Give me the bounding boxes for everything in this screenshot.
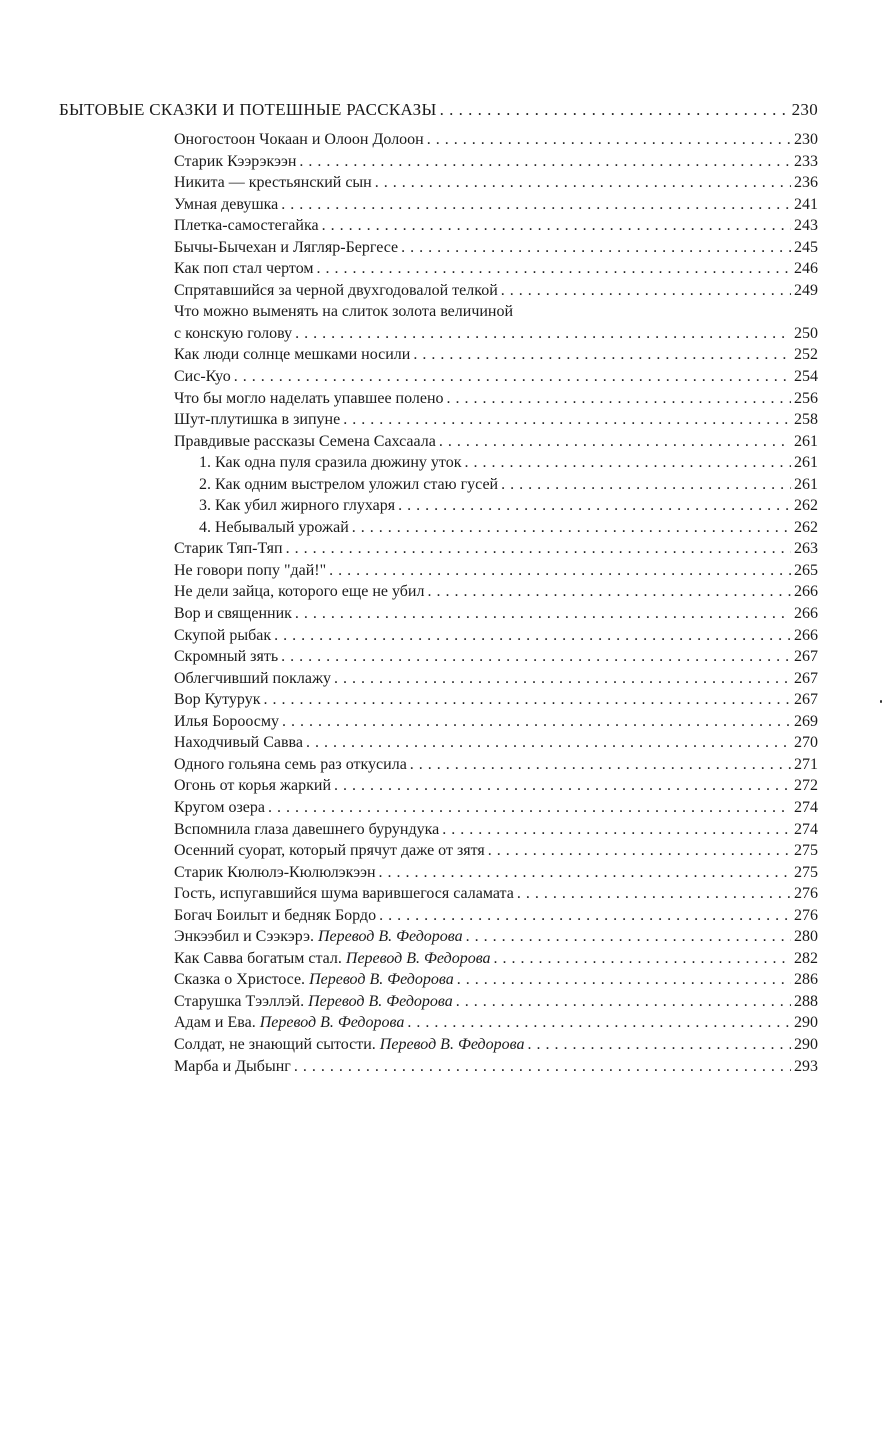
entry-page-number: 261 (794, 475, 818, 493)
toc-entry (174, 215, 818, 237)
dot-leader (263, 689, 791, 711)
entry-title (199, 474, 498, 496)
dot-leader (306, 732, 791, 754)
toc-entry (174, 732, 818, 754)
entry-title (174, 775, 331, 797)
entry-page-number: 241 (794, 195, 818, 213)
dot-leader (299, 151, 791, 173)
entry-title (174, 689, 260, 711)
entry-page-number: 269 (794, 712, 818, 730)
toc-entry (174, 409, 818, 431)
entry-title-text: Что можно выменять на слиток золота величиной (174, 303, 514, 321)
toc-entry (174, 711, 818, 733)
entry-page-number: 249 (794, 281, 818, 299)
entry-page-number: 256 (794, 389, 818, 407)
dot-leader (294, 1056, 791, 1078)
entry-page-number: 262 (794, 497, 818, 515)
entry-page-number: 230 (794, 131, 818, 148)
entry-title (174, 280, 498, 302)
toc-entry (174, 538, 818, 560)
dot-leader (442, 819, 791, 841)
dot-leader (457, 969, 791, 991)
dot-leader (494, 948, 791, 970)
entry-title-text: Не говори попу "дай!" (174, 561, 327, 579)
entry-title-text: Сказка о Христосе. (174, 971, 306, 989)
dot-leader (398, 495, 791, 517)
section-title: БЫТОВЫЕ СКАЗКИ И ПОТЕШНЫЕ РАССКАЗЫ (59, 100, 437, 119)
entry-title (174, 883, 514, 905)
entry-title (174, 215, 319, 237)
toc-entry (174, 560, 818, 582)
entry-title-text: Что бы могло наделать упавшее полено (174, 389, 444, 407)
entry-page-number: 275 (794, 842, 818, 860)
entry-title-text: Вспомнила глаза давешнего бурундука (174, 820, 440, 838)
entry-title (174, 862, 376, 884)
entry-page-number: 270 (794, 734, 818, 752)
entry-page-number: 288 (794, 992, 818, 1010)
entry-title (174, 732, 303, 754)
toc-entry (174, 237, 818, 259)
entry-page-number: 261 (794, 454, 818, 472)
dot-leader (440, 95, 789, 125)
entry-title (174, 711, 279, 733)
entry-title-text: Одного гольяна семь раз откусила (174, 755, 407, 773)
dot-leader (501, 474, 791, 496)
dot-leader (413, 344, 791, 366)
toc-entry (174, 258, 818, 280)
entry-title (174, 431, 436, 453)
toc-entry (174, 625, 818, 647)
entry-page-number: 276 (794, 906, 818, 924)
entry-title-text: 3. Как убил жирного глухаря (199, 497, 396, 515)
entry-page-number: 276 (794, 885, 818, 903)
entry-page-number: 245 (794, 238, 818, 256)
dot-leader (317, 258, 791, 280)
toc-entry (174, 668, 818, 690)
entry-title (174, 905, 376, 927)
toc-entry (174, 819, 818, 841)
entry-page-number: 280 (794, 928, 818, 946)
entry-page-number: 267 (794, 691, 818, 709)
entry-title (174, 926, 463, 948)
entry-page-number: 262 (794, 518, 818, 536)
entry-title-text: Шут-плутишка в зипуне (174, 411, 341, 429)
dot-leader (527, 1034, 791, 1056)
entry-page-number: 274 (794, 798, 818, 816)
entry-title-text: Облегчивший поклажу (174, 669, 332, 687)
entry-title-text: Солдат, не знающий сытости. (174, 1035, 376, 1053)
toc-entry (174, 431, 818, 453)
entry-title-text: Адам и Ева. (174, 1014, 256, 1032)
entry-title (174, 948, 491, 970)
entry-title (174, 366, 231, 388)
toc-entry (174, 969, 818, 991)
entry-title-text: Как поп стал чертом (174, 260, 314, 278)
toc-entry (199, 474, 818, 496)
entry-title (174, 668, 331, 690)
dot-leader (334, 775, 791, 797)
toc-entry (174, 797, 818, 819)
entry-title-text: Скромный зять (174, 648, 279, 666)
entry-page-number: 293 (794, 1057, 818, 1075)
entry-page-number: 286 (794, 971, 818, 989)
entry-title (174, 538, 283, 560)
dot-leader (464, 452, 791, 474)
dot-leader (343, 409, 791, 431)
toc-entry (174, 1034, 818, 1056)
entry-page-number: 233 (794, 152, 818, 170)
entry-title-text: Оногостоон Чокаан и Олоон Долоон (174, 131, 424, 148)
entry-title (174, 409, 340, 431)
table-of-contents (0, 95, 893, 1077)
entry-title-text: Скупой рыбак (174, 626, 272, 644)
entry-title-text: Марба и Дыбынг (174, 1057, 291, 1075)
dot-leader (427, 581, 791, 603)
dot-leader (274, 625, 791, 647)
entry-title (174, 840, 485, 862)
entry-page-number: 275 (794, 863, 818, 881)
entry-title (174, 646, 278, 668)
scan-speck (880, 700, 882, 703)
toc-entry (174, 689, 818, 711)
entry-page-number: 290 (794, 1014, 818, 1032)
dot-leader (447, 388, 791, 410)
entry-page-number: 267 (794, 648, 818, 666)
entry-title-text: Умная девушка (174, 195, 279, 213)
dot-leader (295, 323, 791, 345)
dot-leader (456, 991, 791, 1013)
entry-title-text: Бычы-Бычехан и Лягляр-Бергесе (174, 238, 399, 256)
entry-page-number: 254 (794, 368, 818, 386)
toc-entry (174, 1012, 818, 1034)
entry-page-number: 236 (794, 174, 818, 192)
entry-title-text: Огонь от корья жаркий (174, 777, 332, 795)
entry-title (199, 452, 461, 474)
dot-leader (488, 840, 791, 862)
entry-title (174, 194, 278, 216)
toc-entry (174, 280, 818, 302)
entry-title-text: Вор и священник (174, 605, 292, 623)
dot-leader (466, 926, 791, 948)
entry-title-text: Правдивые рассказы Семена Сахсаала (174, 432, 436, 450)
toc-entry (199, 517, 818, 539)
entry-translator: Перевод В. Федорова (379, 1035, 525, 1053)
entry-title-text: Как Савва богатым стал. (174, 949, 342, 967)
toc-entry (174, 388, 818, 410)
entry-page-number: 252 (794, 346, 818, 364)
dot-leader (281, 194, 791, 216)
entry-title (174, 797, 265, 819)
toc-entry (174, 862, 818, 884)
toc-entry (174, 754, 818, 776)
entry-title-text: Осенний суорат, который прячут даже от зятя (174, 842, 485, 860)
toc-entry (174, 840, 818, 862)
entry-title-text: Вор Кутурук (174, 691, 261, 709)
entry-title-text: Гость, испугавшийся шума варившегося саламата (174, 885, 514, 903)
entry-title-text: 4. Небывалый урожай (199, 518, 349, 536)
dot-leader (322, 215, 791, 237)
entry-title (174, 323, 292, 345)
entry-title-text: Как люди солнце мешками носили (174, 346, 411, 364)
entry-page-number: 282 (794, 949, 818, 967)
entry-title-text: Илья Бороосму (174, 712, 280, 730)
dot-leader (401, 237, 791, 259)
entry-translator: Перевод В. Федорова (259, 1014, 405, 1032)
entry-title (174, 388, 444, 410)
entry-page-number: 265 (794, 561, 818, 579)
toc-entry (174, 194, 818, 216)
dot-leader (352, 517, 791, 539)
entry-title-text: Сис-Куо (174, 368, 231, 386)
entry-page-number: 261 (794, 432, 818, 450)
entry-page-number: 266 (794, 583, 818, 601)
toc-entry (174, 1056, 818, 1078)
entry-title (174, 991, 453, 1013)
entry-title-text: Энкээбил и Сээкэрэ. (174, 928, 314, 946)
toc-entry (174, 603, 818, 625)
entry-title-text: Старик Кээрэкээн (174, 152, 297, 170)
entry-title (174, 819, 439, 841)
dot-leader (501, 280, 791, 302)
entry-page-number: 290 (794, 1035, 818, 1053)
entry-title (174, 581, 424, 603)
entry-page-number: 271 (794, 755, 818, 773)
entry-title (174, 1012, 404, 1034)
toc-entry (199, 495, 818, 517)
entry-title-text: Спрятавшийся за черной двухгодовалой телкой (174, 281, 498, 299)
entry-title (174, 301, 513, 323)
entry-page-number: 274 (794, 820, 818, 838)
entry-title (174, 754, 407, 776)
entry-title (174, 151, 296, 173)
entry-title (174, 258, 314, 280)
entry-title-text: Кругом озера (174, 798, 265, 816)
entry-page-number: 250 (794, 324, 818, 342)
entry-title-text: Находчивый Савва (174, 734, 303, 752)
toc-section-heading (59, 95, 818, 125)
dot-leader (375, 172, 791, 194)
entry-title-text: 1. Как одна пуля сразила дюжину уток (199, 454, 462, 472)
toc-entry (174, 991, 818, 1013)
entry-title (199, 517, 349, 539)
entry-page-number: 263 (794, 540, 818, 558)
dot-leader (234, 366, 791, 388)
entry-translator: Перевод В. Федорова (345, 949, 491, 967)
entry-page-number: 267 (794, 669, 818, 687)
dot-leader (329, 560, 791, 582)
toc-entry (174, 775, 818, 797)
toc-entry (174, 129, 818, 151)
entry-title-text: с конскую голову (174, 324, 293, 342)
entry-page-number: 266 (794, 605, 818, 623)
entry-title (174, 1056, 291, 1078)
dot-leader (379, 905, 791, 927)
dot-leader (439, 431, 791, 453)
toc-entry (174, 646, 818, 668)
dot-leader (427, 129, 791, 151)
toc-entries (0, 129, 893, 1077)
dot-leader (410, 754, 791, 776)
dot-leader (407, 1012, 791, 1034)
entry-title (174, 1034, 524, 1056)
entry-page-number: 246 (794, 260, 818, 278)
entry-page-number: 266 (794, 626, 818, 644)
entry-translator: Перевод В. Федорова (308, 992, 453, 1010)
dot-leader (334, 668, 791, 690)
toc-entry (174, 905, 818, 927)
dot-leader (379, 862, 791, 884)
dot-leader (286, 538, 791, 560)
entry-title (199, 495, 395, 517)
entry-title (174, 237, 398, 259)
entry-title (174, 172, 372, 194)
toc-entry (174, 344, 818, 366)
toc-entry (174, 926, 818, 948)
entry-translator: Перевод В. Федорова (309, 971, 454, 989)
toc-entry (174, 301, 818, 323)
toc-entry (174, 366, 818, 388)
dot-leader (282, 711, 791, 733)
entry-title (174, 603, 292, 625)
entry-title (174, 625, 271, 647)
toc-entry (174, 172, 818, 194)
entry-title-text: Никита — крестьянский сын (174, 174, 372, 192)
entry-page-number: 243 (794, 217, 818, 235)
entry-title-text: Старик Тяп-Тяп (174, 540, 283, 558)
dot-leader (281, 646, 791, 668)
entry-title (174, 969, 454, 991)
entry-title (174, 129, 424, 151)
dot-leader (268, 797, 791, 819)
entry-title-text: Богач Боилыт и бедняк Бордо (174, 906, 377, 924)
section-page-number: 230 (791, 100, 818, 119)
dot-leader (295, 603, 791, 625)
entry-translator: Перевод В. Федорова (317, 928, 463, 946)
entry-title-text: Плетка-самостегайка (174, 217, 319, 235)
toc-entry (174, 883, 818, 905)
entry-title-text: Старик Кюлюлэ-Кюлюлэкээн (174, 863, 376, 881)
dot-leader (517, 883, 791, 905)
entry-title-text: Старушка Тээллэй. (174, 992, 305, 1010)
toc-entry (174, 581, 818, 603)
entry-title-text: 2. Как одним выстрелом уложил стаю гусей (199, 475, 499, 493)
toc-entry (174, 151, 818, 173)
toc-entry (174, 323, 818, 345)
entry-title (174, 344, 410, 366)
entry-title (174, 560, 326, 582)
toc-entry (174, 948, 818, 970)
entry-page-number: 258 (794, 411, 818, 429)
entry-title-text: Не дели зайца, которого еще не убил (174, 583, 425, 601)
entry-page-number: 272 (794, 777, 818, 795)
toc-entry (199, 452, 818, 474)
